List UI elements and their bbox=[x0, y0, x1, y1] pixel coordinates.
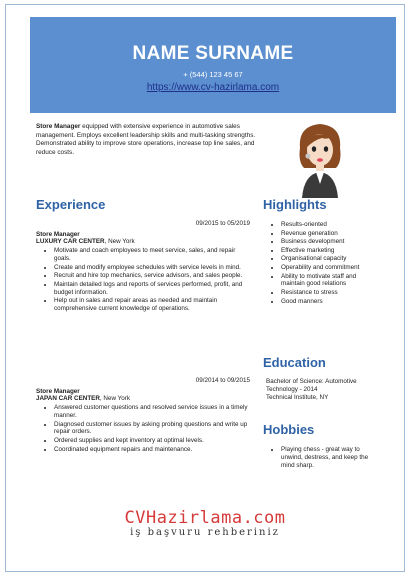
summary-text: equipped with extensive experience in automotive sales management. Employs excellent leadership skills and multi-tasking strengths. Demonstrated ability to improve store operations, increase top line sales, and reduce costs. bbox=[36, 123, 256, 156]
profile-summary bbox=[36, 123, 256, 157]
hobbies-heading: Hobbies bbox=[263, 422, 315, 437]
duty-item: • Create and modify employee schedules with service levels in mind. bbox=[54, 264, 250, 272]
highlight-item: • Business development bbox=[281, 238, 381, 246]
highlight-item: • Effective marketing bbox=[281, 247, 381, 255]
highlight-item: • Results-oriented bbox=[281, 221, 381, 229]
job-dates: 09/2015 to 05/2019 bbox=[195, 220, 250, 227]
highlight-item: • Operability and commitment bbox=[281, 264, 381, 272]
company-name: LUXURY CAR CENTER bbox=[36, 238, 105, 246]
job-company bbox=[36, 238, 250, 246]
duty-item: • Motivate and coach employees to meet service, sales, and repair goals. bbox=[54, 247, 250, 262]
candidate-name: NAME SURNAME bbox=[132, 43, 294, 64]
duty-item: • Maintain detailed logs and reports of services performed, profit, and budget information. bbox=[54, 281, 250, 296]
school: Technical Institute, NY bbox=[266, 393, 329, 401]
highlights-list bbox=[281, 221, 381, 306]
highlight-item: • Good manners bbox=[281, 298, 381, 306]
job-role: Store Manager bbox=[36, 230, 80, 238]
degree: Bachelor of Science: Automotive Technology - 2014 bbox=[266, 378, 357, 393]
highlight-item: • Ability to motivate staff and maintain good relations bbox=[281, 273, 381, 289]
job-company bbox=[36, 395, 250, 403]
duty-item: • Answered customer questions and resolved service issues in a timely manner. bbox=[54, 404, 250, 419]
job-entry bbox=[36, 220, 250, 314]
job-entry bbox=[36, 377, 250, 454]
highlight-item: • Organisational capacity bbox=[281, 255, 381, 263]
phone-number: + (544) 123 45 67 bbox=[183, 70, 243, 79]
summary-lead: Store Manager bbox=[36, 123, 81, 130]
logo-tagline: iş başvuru rehberiniz bbox=[130, 527, 280, 538]
duty-item: • Recruit and hire top mechanics, service advisors, and sales people. bbox=[54, 272, 250, 280]
duty-item: • Ordered supplies and kept inventory at optimal levels. bbox=[54, 437, 250, 445]
header-banner bbox=[30, 17, 396, 113]
highlight-item: • Revenue generation bbox=[281, 230, 381, 238]
company-location: , New York bbox=[99, 395, 131, 403]
logo-brand: CVHazirlama.com bbox=[124, 508, 286, 528]
job-dates: 09/2014 to 09/2015 bbox=[195, 377, 250, 384]
highlight-item: • Resistance to stress bbox=[281, 289, 381, 297]
job-role: Store Manager bbox=[36, 387, 80, 395]
footer-logo bbox=[100, 508, 310, 538]
education-heading: Education bbox=[263, 355, 326, 370]
website-link[interactable]: https://www.cv-hazirlama.com bbox=[146, 82, 280, 93]
hobby-item: • Playing chess - great way to unwind, destress, and keep the mind sharp. bbox=[281, 446, 381, 469]
hobbies-list bbox=[281, 446, 381, 469]
company-name: JAPAN CAR CENTER bbox=[36, 395, 100, 403]
duty-item: • Coordinated equipment repairs and maintenance. bbox=[54, 446, 250, 454]
avatar bbox=[292, 118, 348, 198]
experience-heading: Experience bbox=[36, 197, 106, 212]
company-location: , New York bbox=[104, 238, 135, 246]
highlights-heading: Highlights bbox=[263, 197, 327, 212]
job-duties bbox=[54, 247, 250, 313]
education-entry bbox=[266, 378, 386, 401]
job-duties bbox=[54, 404, 250, 453]
duty-item: • Help out in sales and repair areas as needed and maintain comprehensive current knowledge of operations. bbox=[54, 297, 250, 312]
duty-item: • Diagnosed customer issues by asking probing questions and write up repair orders. bbox=[54, 421, 250, 436]
